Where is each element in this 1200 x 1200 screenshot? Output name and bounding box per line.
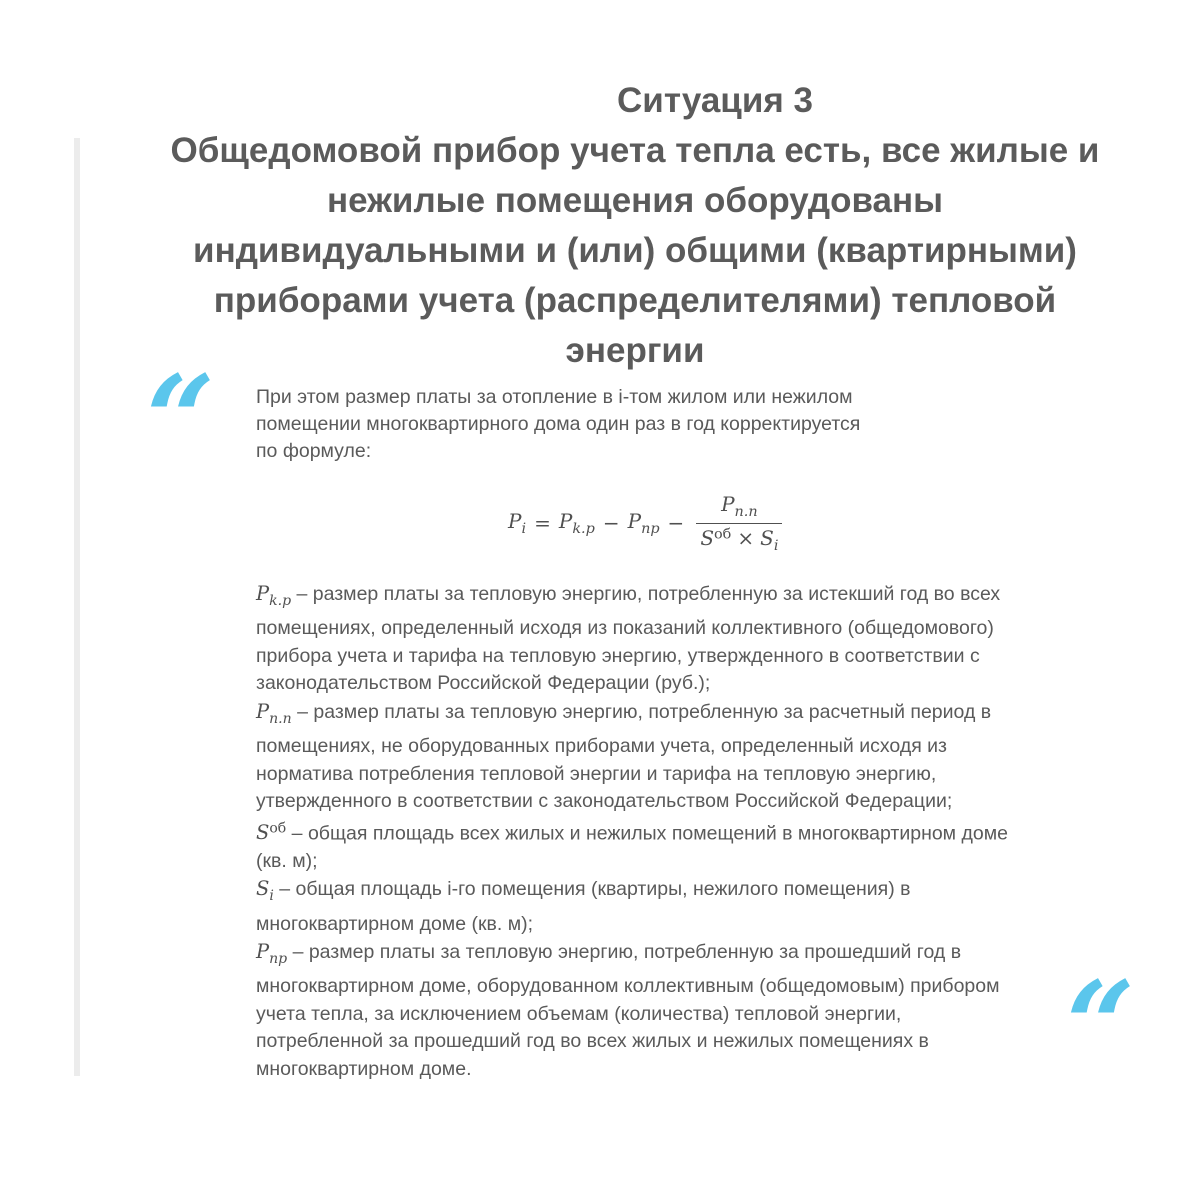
definition-pnp: $P_{np}$ – размер платы за тепловую энергию, потребленную за прошедший год в многоквартирном доме, оборудованном коллективным (общедомовым) прибором учета тепла, за исключением объемам (количества) тепловой энергии, потребленной за прошедший год во всех жилых и нежилых помещениях в многоквартирном доме. bbox=[256, 940, 1000, 1080]
formula-term-2: $P_{np}$ bbox=[627, 508, 660, 538]
formula-minus-2: − bbox=[667, 511, 685, 535]
symbol: $P_{np}$ bbox=[256, 940, 288, 967]
intro-line-3: по формуле: bbox=[256, 440, 372, 462]
symbol: $S^{об}$ bbox=[256, 820, 287, 845]
symbol: $P_{n.n}$ bbox=[256, 699, 292, 727]
title-line-5: приборами учета (распределителями) тепловой bbox=[213, 281, 1057, 320]
definition-pnn: $P_{n.n}$ – размер платы за тепловую энергию, потребленную за расчетный период в помещениях, не оборудованных приборами учета, определенный исходя из норматива потребления тепловой энергии и тарифа на тепловую энергию, утвержденного в соответствии с законодательством Российской Федерации; bbox=[256, 699, 992, 813]
symbol: $P_{k.p}$ bbox=[256, 582, 292, 609]
definitions-list bbox=[256, 580, 1026, 1083]
formula-equals: = bbox=[534, 511, 551, 535]
intro-text bbox=[256, 384, 946, 465]
open-quote-icon: “ bbox=[146, 349, 216, 490]
formula bbox=[508, 488, 782, 558]
title-line-3: нежилые помещения оборудованы bbox=[326, 181, 944, 220]
title-line-2: Общедомовой прибор учета тепла есть, все жилые и bbox=[170, 131, 1100, 170]
title-line-1: Ситуация 3 bbox=[617, 81, 813, 120]
title-line-6: энергии bbox=[565, 331, 705, 370]
formula-term-1: $P_{k.p}$ bbox=[558, 508, 595, 538]
intro-line-1: При этом размер платы за отопление в i-том жилом или нежилом bbox=[256, 386, 853, 408]
definition-si: $S_i$ – общая площадь i-го помещения (квартиры, нежилого помещения) в многоквартирном доме (кв. м); bbox=[256, 877, 911, 935]
formula-minus-1: − bbox=[602, 511, 620, 535]
left-accent-bar bbox=[74, 138, 80, 1076]
title-line-4: индивидуальными и (или) общими (квартирными) bbox=[193, 231, 1077, 270]
page-title bbox=[150, 76, 1120, 376]
fraction-numerator: $P_{n.n}$ bbox=[721, 492, 758, 521]
fraction-denominator: $S^{об} \times S_i$ bbox=[700, 525, 779, 554]
formula-fraction bbox=[696, 492, 782, 553]
close-quote-icon: “ bbox=[1066, 955, 1136, 1096]
symbol: $S_i$ bbox=[256, 877, 274, 905]
formula-lhs: $P_i$ bbox=[508, 508, 527, 538]
intro-line-2: помещении многоквартирного дома один раз в год корректируется bbox=[256, 413, 861, 435]
definition-pkp: $P_{k.p}$ – размер платы за тепловую энергию, потребленную за истекший год во всех помещениях, определенный исходя из показаний коллективного (общедомового) прибора учета и тарифа на тепловую энергию, утвержденного в соответствии с законодательством Российской Федерации (руб.); bbox=[256, 582, 1001, 695]
definition-sob: $S^{об}$ – общая площадь всех жилых и нежилых помещений в многоквартирном доме (кв. м); bbox=[256, 820, 1008, 872]
